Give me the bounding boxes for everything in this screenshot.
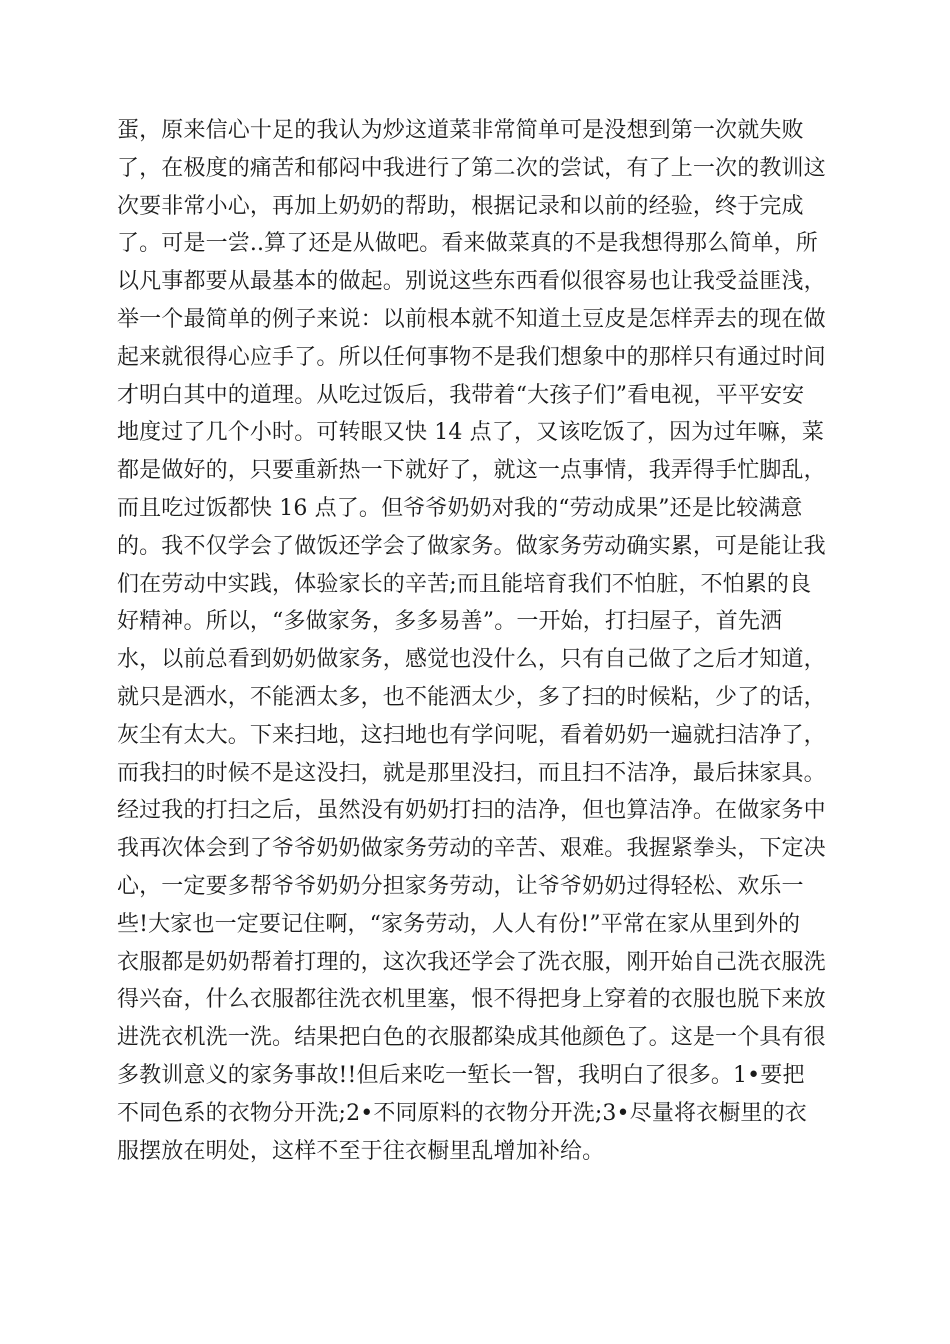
- text-line: 就只是洒水，不能洒太多，也不能洒太少，多了扫的时候粘，少了的话，: [117, 684, 826, 710]
- text-line: 起来就很得心应手了。所以任何事物不是我们想象中的那样只有通过时间: [117, 344, 826, 370]
- text-line: 而且吃过饭都快 16 点了。但爷爷奶奶对我的“劳动成果”还是比较满意: [117, 495, 803, 521]
- text-line: 我再次体会到了爷爷奶奶做家务劳动的辛苦、艰难。我握紧拳头，下定决: [117, 836, 826, 862]
- text-line: 进洗衣机洗一洗。结果把白色的衣服都染成其他颜色了。这是一个具有很: [117, 1025, 826, 1051]
- text-line: 服摆放在明处，这样不至于往衣橱里乱增加补给。: [117, 1138, 605, 1164]
- text-line: 了。可是一尝..算了还是从做吧。看来做菜真的不是我想得那么简单，所: [117, 231, 818, 257]
- text-line: 好精神。所以，“多做家务，多多易善”。一开始，打扫屋子，首先洒: [117, 609, 783, 635]
- text-line: 举一个最简单的例子来说：以前根本就不知道土豆皮是怎样弄去的现在做: [117, 306, 826, 332]
- text-line: 得兴奋，什么衣服都往洗衣机里塞，恨不得把身上穿着的衣服也脱下来放: [117, 987, 826, 1013]
- text-line: 些!大家也一定要记住啊，“家务劳动，人人有份!”平常在家从里到外的: [117, 911, 801, 937]
- text-line: 以凡事都要从最基本的做起。别说这些东西看似很容易也让我受益匪浅，: [117, 269, 826, 295]
- text-line: 水，以前总看到奶奶做家务，感觉也没什么，只有自己做了之后才知道，: [117, 647, 826, 673]
- text-line: 经过我的打扫之后，虽然没有奶奶打扫的洁净，但也算洁净。在做家务中: [117, 798, 826, 824]
- text-line: 次要非常小心，再加上奶奶的帮助，根据记录和以前的经验，终于完成: [117, 193, 804, 219]
- text-line: 都是做好的，只要重新热一下就好了，就这一点事情，我弄得手忙脚乱，: [117, 458, 826, 484]
- text-line: 了，在极度的痛苦和郁闷中我进行了第二次的尝试，有了上一次的教训这: [117, 155, 826, 181]
- text-line: 蛋，原来信心十足的我认为炒这道菜非常简单可是没想到第一次就失败: [117, 118, 804, 143]
- text-line: 们在劳动中实践，体验家长的辛苦;而且能培育我们不怕脏，不怕累的良: [117, 571, 812, 597]
- text-line: 而我扫的时候不是这没扫，就是那里没扫，而且扫不洁净，最后抹家具。: [117, 760, 826, 786]
- body-text: [117, 112, 837, 1170]
- text-line: 不同色系的衣物分开洗;2•不同原料的衣物分开洗;3•尽量将衣橱里的衣: [117, 1100, 807, 1126]
- text-line: 多教训意义的家务事故!!但后来吃一堑长一智，我明白了很多。1•要把: [117, 1062, 805, 1088]
- text-line: 的。我不仅学会了做饭还学会了做家务。做家务劳动确实累，可是能让我: [117, 533, 826, 559]
- text-line: 灰尘有太大。下来扫地，这扫地也有学问呢，看着奶奶一遍就扫洁净了，: [117, 722, 826, 748]
- text-line: 衣服都是奶奶帮着打理的，这次我还学会了洗衣服，刚开始自己洗衣服洗: [117, 949, 826, 975]
- text-line: 心，一定要多帮爷爷奶奶分担家务劳动，让爷爷奶奶过得轻松、欢乐一: [117, 873, 804, 899]
- text-line: 才明白其中的道理。从吃过饭后，我带着“大孩子们”看电视，平平安安: [117, 382, 805, 408]
- text-line: 地度过了几个小时。可转眼又快 14 点了，又该吃饭了，因为过年嘛，菜: [117, 420, 825, 446]
